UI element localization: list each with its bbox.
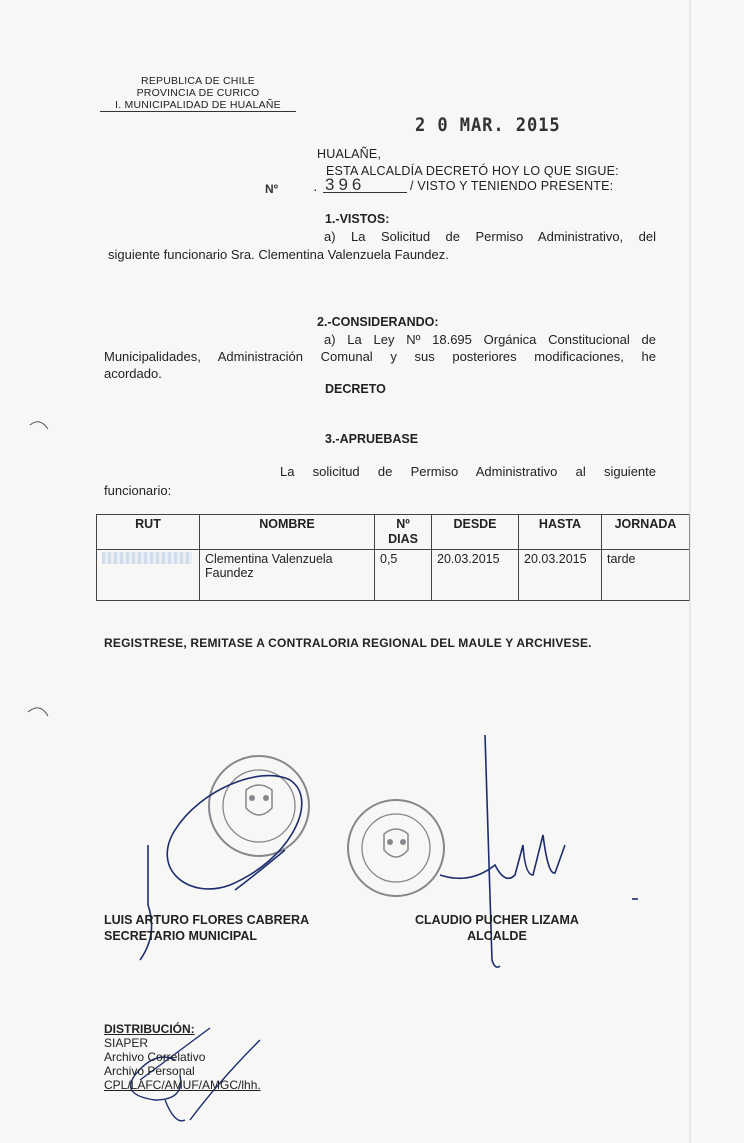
considerando-line-3: acordado. [104, 366, 162, 381]
mayor-name: CLAUDIO PUCHER LIZAMA [415, 913, 579, 927]
cell-dias: 0,5 [375, 550, 432, 601]
number-label: Nº [265, 182, 279, 196]
secretary-name: LUIS ARTURO FLORES CABRERA [104, 913, 310, 927]
closing-order: REGISTRESE, REMITASE A CONTRALORIA REGIONAL DEL MAULE Y ARCHIVESE. [104, 636, 592, 650]
distribution-title: DISTRIBUCIÓN: [104, 1022, 195, 1036]
decree-intro: ESTA ALCALDÍA DECRETÓ HOY LO QUE SIGUE: [326, 164, 619, 178]
header-line-province: PROVINCIA DE CURICO [136, 87, 260, 99]
considerando-heading: 2.-CONSIDERANDO: [317, 315, 439, 329]
distribution-list [104, 1022, 261, 1092]
vistos-line-1: a) La Solicitud de Permiso Administrativo, del [324, 229, 656, 244]
apruebase-heading: 3.-APRUEBASE [325, 432, 419, 446]
punch-hole-mark-bottom [28, 708, 48, 716]
mayor-title: ALCALDE [467, 929, 527, 943]
col-hasta: HASTA [519, 515, 602, 550]
col-dias-label: Nº DIAS [388, 517, 418, 546]
col-desde: DESDE [432, 515, 519, 550]
header-line-municipality: I. MUNICIPALIDAD DE HUALAÑE [100, 99, 296, 112]
vistos-heading: 1.-VISTOS: [325, 212, 390, 226]
col-nombre: NOMBRE [200, 515, 375, 550]
secretary-block [104, 912, 309, 944]
cell-nombre: Clementina Valenzuela Faundez [200, 550, 375, 601]
place-name: HUALAÑE, [317, 147, 382, 161]
mayor-block [415, 912, 579, 944]
considerando-line-1: a) La Ley Nº 18.695 Orgánica Constitucional de [324, 332, 656, 347]
list-item: CPL/LAFC/AMUF/AMGC/lhh. [104, 1078, 261, 1092]
header-line-country: REPUBLICA DE CHILE [141, 75, 255, 87]
number-dot: · [313, 181, 318, 197]
secretary-seal [209, 756, 309, 856]
list-item: Archivo Correlativo [104, 1050, 206, 1064]
vistos-line-2: siguiente funcionario Sra. Clementina Valenzuela Faundez. [108, 247, 449, 262]
cell-desde: 20.03.2015 [432, 550, 519, 601]
punch-hole-mark-top [30, 422, 48, 429]
secretary-title: SECRETARIO MUNICIPAL [104, 929, 258, 943]
cell-hasta: 20.03.2015 [519, 550, 602, 601]
date-stamp: 2 0 MAR. 2015 [415, 114, 561, 136]
decree-number: 396 [325, 175, 366, 194]
col-rut: RUT [97, 515, 200, 550]
considerando-line-2: Municipalidades, Administración Comunal y sus posteriores modificaciones, he [104, 349, 656, 364]
decreto-heading: DECRETO [325, 382, 386, 396]
apruebase-line-1: La solicitud de Permiso Administrativo al siguiente [280, 464, 656, 479]
apruebase-line-2: funcionario: [104, 483, 172, 498]
visto-text: / VISTO Y TENIENDO PRESENTE: [410, 179, 614, 193]
list-item: Archivo Personal [104, 1064, 195, 1078]
col-jornada: JORNADA [602, 515, 690, 550]
list-item: SIAPER [104, 1036, 149, 1050]
mayor-seal [348, 800, 444, 896]
cell-jornada: tarde [602, 550, 690, 601]
